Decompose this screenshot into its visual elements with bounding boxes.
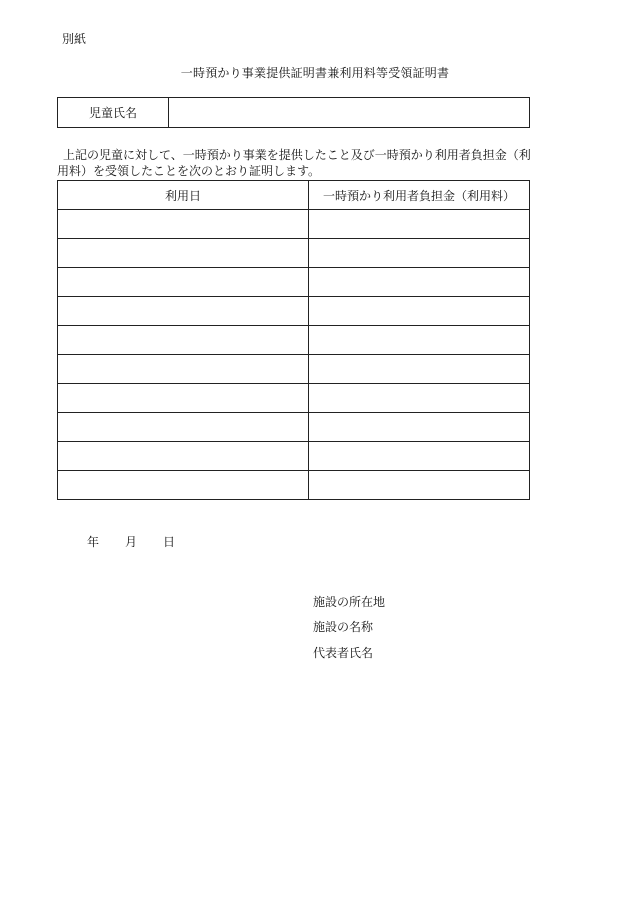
usage-fee-cell[interactable] <box>309 413 530 442</box>
table-row <box>58 413 530 442</box>
usage-fee-cell[interactable] <box>309 210 530 239</box>
document-title: 一時預かり事業提供証明書兼利用料等受領証明書 <box>180 66 450 80</box>
table-row <box>58 442 530 471</box>
table-row <box>58 384 530 413</box>
usage-date-cell[interactable] <box>58 297 309 326</box>
header-usage-fee: 一時預かり利用者負担金（利用料） <box>309 181 530 210</box>
header-usage-date: 利用日 <box>58 181 309 210</box>
child-name-table <box>57 97 530 128</box>
table-row <box>58 471 530 500</box>
year-label: 年 <box>87 535 100 549</box>
usage-table <box>57 180 530 500</box>
day-label: 日 <box>163 535 176 549</box>
child-name-field[interactable] <box>169 98 529 127</box>
table-row <box>58 268 530 297</box>
usage-date-cell[interactable] <box>58 239 309 268</box>
usage-date-cell[interactable] <box>58 355 309 384</box>
facility-name-label: 施設の名称 <box>313 620 374 634</box>
usage-fee-cell[interactable] <box>309 297 530 326</box>
child-name-label: 児童氏名 <box>58 98 169 127</box>
usage-fee-cell[interactable] <box>309 239 530 268</box>
usage-fee-cell[interactable] <box>309 355 530 384</box>
usage-date-cell[interactable] <box>58 210 309 239</box>
table-row <box>58 210 530 239</box>
month-label: 月 <box>125 535 138 549</box>
usage-fee-cell[interactable] <box>309 471 530 500</box>
usage-date-cell[interactable] <box>58 413 309 442</box>
table-row <box>58 355 530 384</box>
table-row <box>58 297 530 326</box>
annex-label: 別紙 <box>62 32 87 46</box>
usage-fee-cell[interactable] <box>309 384 530 413</box>
table-row <box>58 239 530 268</box>
statement-line-1: 上記の児童に対して、一時預かり事業を提供したこと及び一時預かり利用者負担金（利 <box>63 148 531 162</box>
certification-statement <box>57 147 547 179</box>
representative-name-label: 代表者氏名 <box>313 646 374 660</box>
usage-date-cell[interactable] <box>58 326 309 355</box>
usage-date-cell[interactable] <box>58 471 309 500</box>
table-header-row <box>58 181 530 210</box>
usage-fee-cell[interactable] <box>309 268 530 297</box>
usage-date-cell[interactable] <box>58 384 309 413</box>
usage-fee-cell[interactable] <box>309 442 530 471</box>
usage-date-cell[interactable] <box>58 268 309 297</box>
statement-line-2: 用料）を受領したことを次のとおり証明します。 <box>57 164 321 178</box>
usage-date-cell[interactable] <box>58 442 309 471</box>
facility-address-label: 施設の所在地 <box>313 595 386 609</box>
usage-fee-cell[interactable] <box>309 326 530 355</box>
table-row <box>58 326 530 355</box>
issue-date <box>87 533 175 550</box>
